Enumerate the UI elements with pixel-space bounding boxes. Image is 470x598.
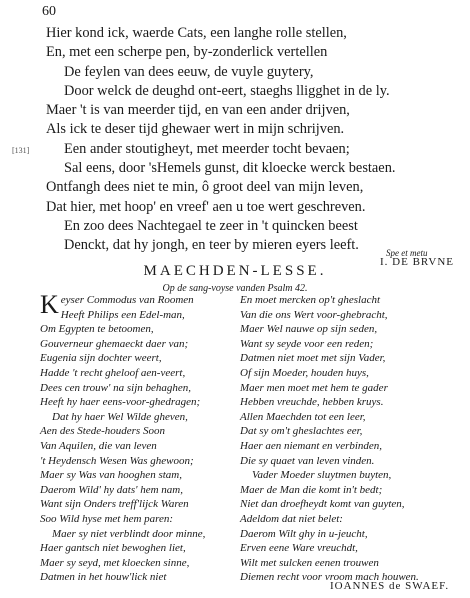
song-line-text: Want sy seyde voor een reden;	[240, 337, 374, 350]
song-line	[240, 293, 450, 308]
song-line	[240, 351, 450, 366]
song-line	[240, 541, 450, 556]
song-line	[240, 395, 450, 410]
song-line	[240, 556, 450, 571]
poem-line	[46, 217, 466, 236]
song-line-text: Hadde 't recht gheloof aen-veert,	[40, 366, 186, 379]
song-line	[40, 351, 250, 366]
song-line	[240, 410, 450, 425]
song-line	[40, 439, 250, 454]
song-line	[240, 322, 450, 337]
poem-line-text: Als ick te deser tijd ghewaer wert in mijn schrijven.	[46, 121, 345, 138]
song-line-text: Maer sy seyd, met kloecken sinne,	[40, 556, 190, 569]
poem-line-text: En zoo dees Nachtegael te zeer in 't quincken beest	[64, 217, 358, 234]
song-line	[40, 497, 250, 512]
poem-line-text: Denckt, dat hy jongh, en teer by mieren eyers leeft.	[64, 237, 359, 254]
song-line-text: Maer sy Was van hooghen stam,	[40, 469, 182, 482]
song-line-text: Van Aquilen, die van leven	[40, 439, 157, 452]
song-line	[40, 527, 250, 542]
song-line	[40, 366, 250, 381]
song-line-text: Dat sy om't gheslachtes eer,	[240, 425, 363, 438]
song-line	[240, 308, 450, 323]
song-line-text: Vader Moeder sluytmen buyten,	[252, 469, 392, 482]
song-line-text: Eugenia sijn dochter weert,	[40, 352, 162, 365]
motto: Spe et metu	[386, 248, 428, 258]
poem-line-text: Dat hier, met hoop' en vreef' aen u toe wert geschreven.	[46, 198, 366, 215]
poem-line	[46, 140, 466, 159]
song-line-text: Adeldom dat niet belet:	[240, 512, 343, 525]
song-line-text: Maer men moet met hem te gader	[240, 381, 388, 394]
song-line	[40, 395, 250, 410]
song-line-text: Soo Wild hyse met hem paren:	[40, 512, 174, 525]
poem-line-text: En, met een scherpe pen, by-zonderlick vertellen	[46, 44, 328, 61]
song-line	[40, 337, 250, 352]
dedication-poem	[46, 24, 466, 256]
song-line-text: Heeft hy haer eens-voor-ghedragen;	[40, 396, 201, 409]
poem-line	[46, 82, 466, 101]
song-line	[240, 366, 450, 381]
song-line	[240, 512, 450, 527]
song-line-text: En moet mercken op't gheslacht	[240, 294, 381, 306]
song-line-text: Haer aen niemant en verbinden,	[240, 439, 383, 452]
song-line-text: Dees cen trouw' na sijn behaghen,	[40, 381, 192, 394]
song-line	[240, 468, 450, 483]
song-line-text: Datmen in het houw'lick niet	[40, 571, 167, 584]
song-line-text: Heeft Philips een Edel-man,	[60, 308, 185, 321]
poem-line-text: Door welck de deughd ont-eert, staeghs lligghet in de ly.	[64, 82, 390, 99]
poem-line	[46, 120, 466, 139]
song-line	[40, 308, 250, 323]
poem-line	[46, 101, 466, 120]
song-line-text: 't Heydensch Wesen Was ghewoon;	[40, 454, 194, 467]
song-line-text: Diemen recht voor vroom mach houwen.	[240, 571, 419, 584]
song-line	[240, 527, 450, 542]
song-line-text: eyser Commodus van Roomen	[60, 294, 194, 306]
song-line	[240, 337, 450, 352]
song-line-text: Om Egypten te betoomen,	[40, 323, 154, 336]
poem-line-text: Sal eens, door 'sHemels gunst, dit kloecke werck bestaen.	[64, 160, 396, 177]
song-line-text: Wilt met sulcken eenen trouwen	[240, 556, 379, 569]
song-line-text: Van die ons Wert voor-ghebracht,	[240, 308, 388, 321]
poem-line	[46, 63, 466, 82]
song-line	[40, 322, 250, 337]
song-line-text: Dat hy haer Wel Wilde gheven,	[52, 410, 188, 423]
song-line-text: Haer gantsch niet bewoghen liet,	[40, 542, 186, 555]
poem-line	[46, 24, 466, 43]
song-line	[40, 381, 250, 396]
song-line-text: Maer Wel nauwe op sijn seden,	[240, 323, 378, 336]
song-line-text: Daerom Wilt ghy in u-jeucht,	[240, 527, 368, 540]
song-line	[40, 483, 250, 498]
song-title: MAECHDEN-LESSE.	[143, 263, 327, 279]
song-line-text: Niet dan droefheydt komt van guyten,	[240, 498, 405, 511]
poem-line-text: De feylen van dees eeuw, de vuyle guytery,	[64, 63, 314, 80]
song-line-text: Daerom Wild' hy dats' hem nam,	[40, 483, 184, 496]
song-line	[40, 468, 250, 483]
song-line-text: Of sijn Moeder, houden huys,	[240, 366, 369, 379]
song-line-text: Hebben vreuchde, hebben kruys.	[240, 396, 384, 409]
drop-cap: K	[40, 290, 59, 319]
song-left-column	[40, 290, 250, 585]
poem-line	[46, 198, 466, 217]
song-subtitle: Op de sang-voyse vanden Psalm 42.	[162, 283, 308, 294]
song-line-text: Want sijn Onders treff'lijck Waren	[40, 498, 189, 511]
song-line	[40, 454, 250, 469]
song-line	[240, 483, 450, 498]
margin-note: [131]	[12, 146, 30, 155]
author-signature: IOANNES de SWAEF.	[330, 580, 450, 592]
song-right-column	[240, 293, 450, 585]
poem-line-text: Maer 't is van meerder tijd, en van een ander drijven,	[46, 102, 350, 119]
song-line	[240, 497, 450, 512]
poem-line	[46, 178, 466, 197]
poem-line	[46, 159, 466, 178]
song-line	[40, 570, 250, 585]
song-line-text: Die sy quaet van leven vinden.	[240, 454, 375, 467]
song-line-text: Maer sy niet verblindt door minne,	[52, 527, 206, 540]
song-line	[40, 556, 250, 571]
page-number: 60	[42, 4, 56, 19]
song-line-text: Gouverneur ghemaeckt daer van;	[40, 337, 189, 350]
song-line	[40, 410, 250, 425]
song-line	[40, 541, 250, 556]
song-line-text: Erven eene Ware vreuchdt,	[240, 542, 358, 555]
song-line-text: Aen des Stede-houders Soon	[40, 425, 165, 438]
song-line-text: Datmen niet moet met sijn Vader,	[240, 352, 386, 365]
poem-line-text: Hier kond ick, waerde Cats, een langhe rolle stellen,	[46, 25, 347, 41]
poem-line	[46, 43, 466, 62]
song-line	[40, 512, 250, 527]
song-line	[240, 424, 450, 439]
song-line	[40, 424, 250, 439]
song-line-text: Maer de Man die komt in't bedt;	[240, 483, 383, 496]
song-line	[240, 439, 450, 454]
motto-signature: I. DE BRVNE	[380, 256, 454, 268]
song-line-text: Allen Maechden tot een leer,	[240, 410, 366, 423]
song-line	[240, 454, 450, 469]
song-line	[240, 381, 450, 396]
poem-line-text: Een ander stoutigheyt, met meerder tocht bevaen;	[64, 140, 350, 157]
poem-line-text: Ontfangh dees niet te min, ô groot deel van mijn leven,	[46, 179, 364, 196]
